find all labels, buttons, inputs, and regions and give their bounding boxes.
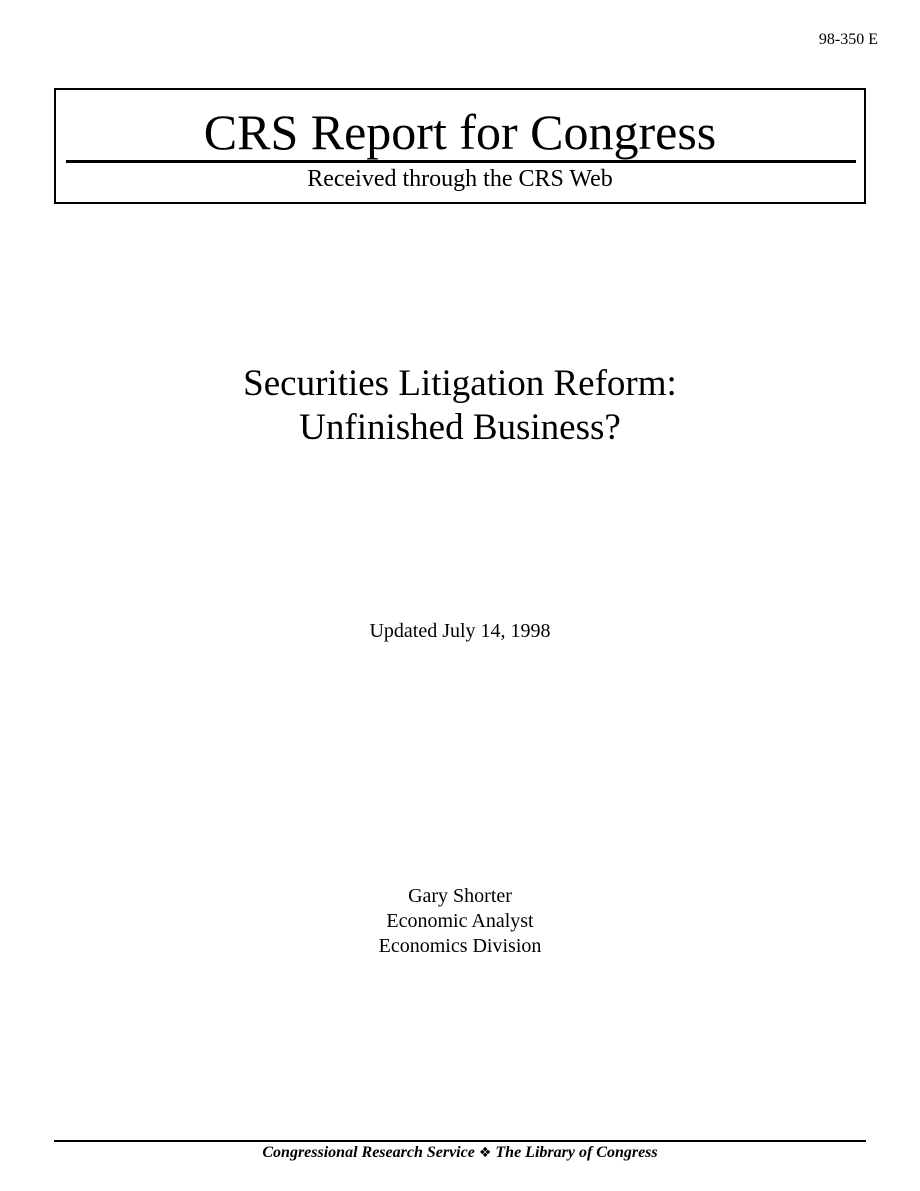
report-header-subtitle: Received through the CRS Web <box>307 166 613 192</box>
document-title <box>0 362 920 450</box>
header-rule <box>66 160 856 163</box>
report-header-title: CRS Report for Congress <box>203 104 717 160</box>
footer <box>0 1143 920 1163</box>
author-position: Economic Analyst <box>386 910 534 932</box>
footer-rule <box>54 1140 866 1142</box>
document-title-line-2: Unfinished Business? <box>299 407 621 448</box>
author-division: Economics Division <box>378 935 542 957</box>
author-name: Gary Shorter <box>408 885 512 907</box>
report-number: 98-350 E <box>818 31 878 48</box>
diamond-separator-icon: ❖ <box>478 1145 492 1161</box>
footer-crs-label: Congressional Research Service <box>262 1144 475 1161</box>
report-header-box <box>54 88 866 204</box>
document-title-line-1: Securities Litigation Reform: <box>243 363 677 404</box>
document-date: Updated July 14, 1998 <box>369 620 551 642</box>
author-block <box>0 884 920 959</box>
footer-library-label: The Library of Congress <box>495 1144 658 1161</box>
